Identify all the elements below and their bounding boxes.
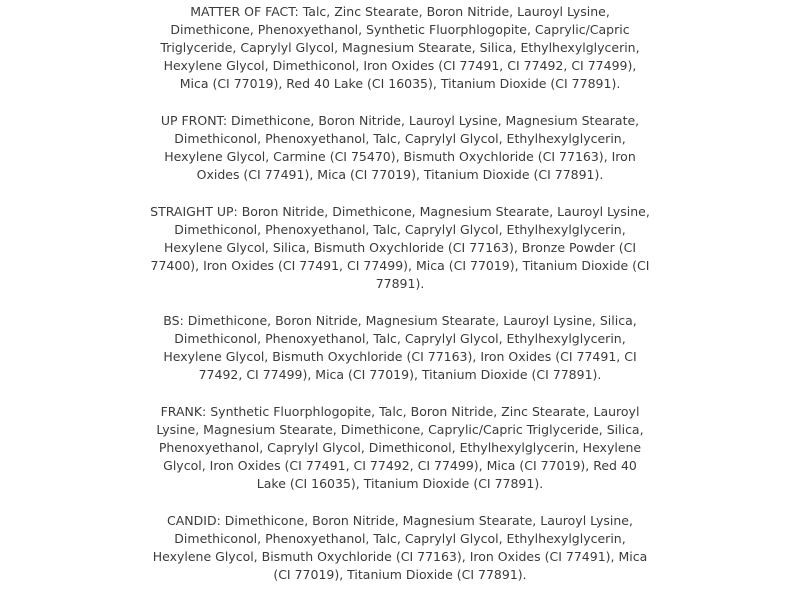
shade-name: UP FRONT: [160, 113, 223, 128]
shade-name: MATTER OF FACT: [190, 4, 295, 19]
ingredient-block-candid: [150, 512, 650, 584]
separator: :: [202, 404, 211, 419]
separator: :: [216, 513, 225, 528]
ingredient-text: Boron Nitride, Dimethicone, Magnesium Stearate, Lauroyl Lysine, Dimethiconol, Phenoxyethanol, Talc, Caprylyl Glycol, Ethylhexylglycerin, Hexylene Glycol, Silica, Bismuth Oxychloride (CI 77163), Bronze Powder (CI 77400), Iron Oxides (CI 77491, CI 77499), Mica (CI 77019), Titanium Dioxide (CI 77891).: [150, 204, 650, 291]
ingredient-text: Dimethicone, Boron Nitride, Lauroyl Lysine, Magnesium Stearate, Dimethiconol, Phenoxyethanol, Talc, Caprylyl Glycol, Ethylhexylglycerin, Hexylene Glycol, Carmine (CI 75470), Bismuth Oxychloride (CI 77163), Iron Oxides (CI 77491), Mica (CI 77019), Titanium Dioxide (CI 77891).: [164, 113, 640, 182]
ingredient-text: Dimethicone, Boron Nitride, Magnesium Stearate, Lauroyl Lysine, Dimethiconol, Phenoxyethanol, Talc, Caprylyl Glycol, Ethylhexylglycerin, Hexylene Glycol, Bismuth Oxychloride (CI 77163), Iron Oxides (CI 77491), Mica (CI 77019), Titanium Dioxide (CI 77891).: [152, 513, 648, 582]
ingredient-text: Dimethicone, Boron Nitride, Magnesium Stearate, Lauroyl Lysine, Silica, Dimethiconol, Phenoxyethanol, Talc, Caprylyl Glycol, Ethylhexylglycerin, Hexylene Glycol, Bismuth Oxychloride (CI 77163), Iron Oxides (CI 77491, CI 77492, CI 77499), Mica (CI 77019), Titanium Dioxide (CI 77891).: [163, 313, 637, 382]
shade-name: STRAIGHT UP: [150, 204, 234, 219]
ingredient-text: Talc, Zinc Stearate, Boron Nitride, Lauroyl Lysine, Dimethicone, Phenoxyethanol, Synthetic Fluorphlogopite, Caprylic/Capric Triglyceride, Caprylyl Glycol, Magnesium Stearate, Silica, Ethylhexylglycerin, Hexylene Glycol, Dimethiconol, Iron Oxides (CI 77491, CI 77492, CI 77499), Mica (CI 77019), Red 40 Lake (CI 16035), Titanium Dioxide (CI 77891).: [160, 4, 640, 91]
ingredient-block-straight-up: [150, 203, 650, 293]
separator: :: [294, 4, 303, 19]
ingredient-block-bs: [150, 312, 650, 384]
separator: :: [222, 113, 232, 128]
ingredient-block-up-front: [150, 112, 650, 184]
ingredient-block-matter-of-fact: [150, 3, 650, 93]
shade-name: CANDID: [167, 513, 217, 528]
shade-name: BS: [163, 313, 180, 328]
separator: :: [233, 204, 242, 219]
shade-name: FRANK: [160, 404, 203, 419]
ingredient-text: Synthetic Fluorphlogopite, Talc, Boron Nitride, Zinc Stearate, Lauroyl Lysine, Magnesium Stearate, Dimethicone, Caprylic/Capric Triglyceride, Silica, Phenoxyethanol, Caprylyl Glycol, Dimethiconol, Ethylhexylglycerin, Hexylene Glycol, Iron Oxides (CI 77491, CI 77492, CI 77499), Mica (CI 77019), Red 40 Lake (CI 16035), Titanium Dioxide (CI 77891).: [156, 404, 644, 491]
ingredient-block-frank: [150, 403, 650, 493]
ingredient-list: [150, 3, 650, 600]
separator: :: [179, 313, 188, 328]
